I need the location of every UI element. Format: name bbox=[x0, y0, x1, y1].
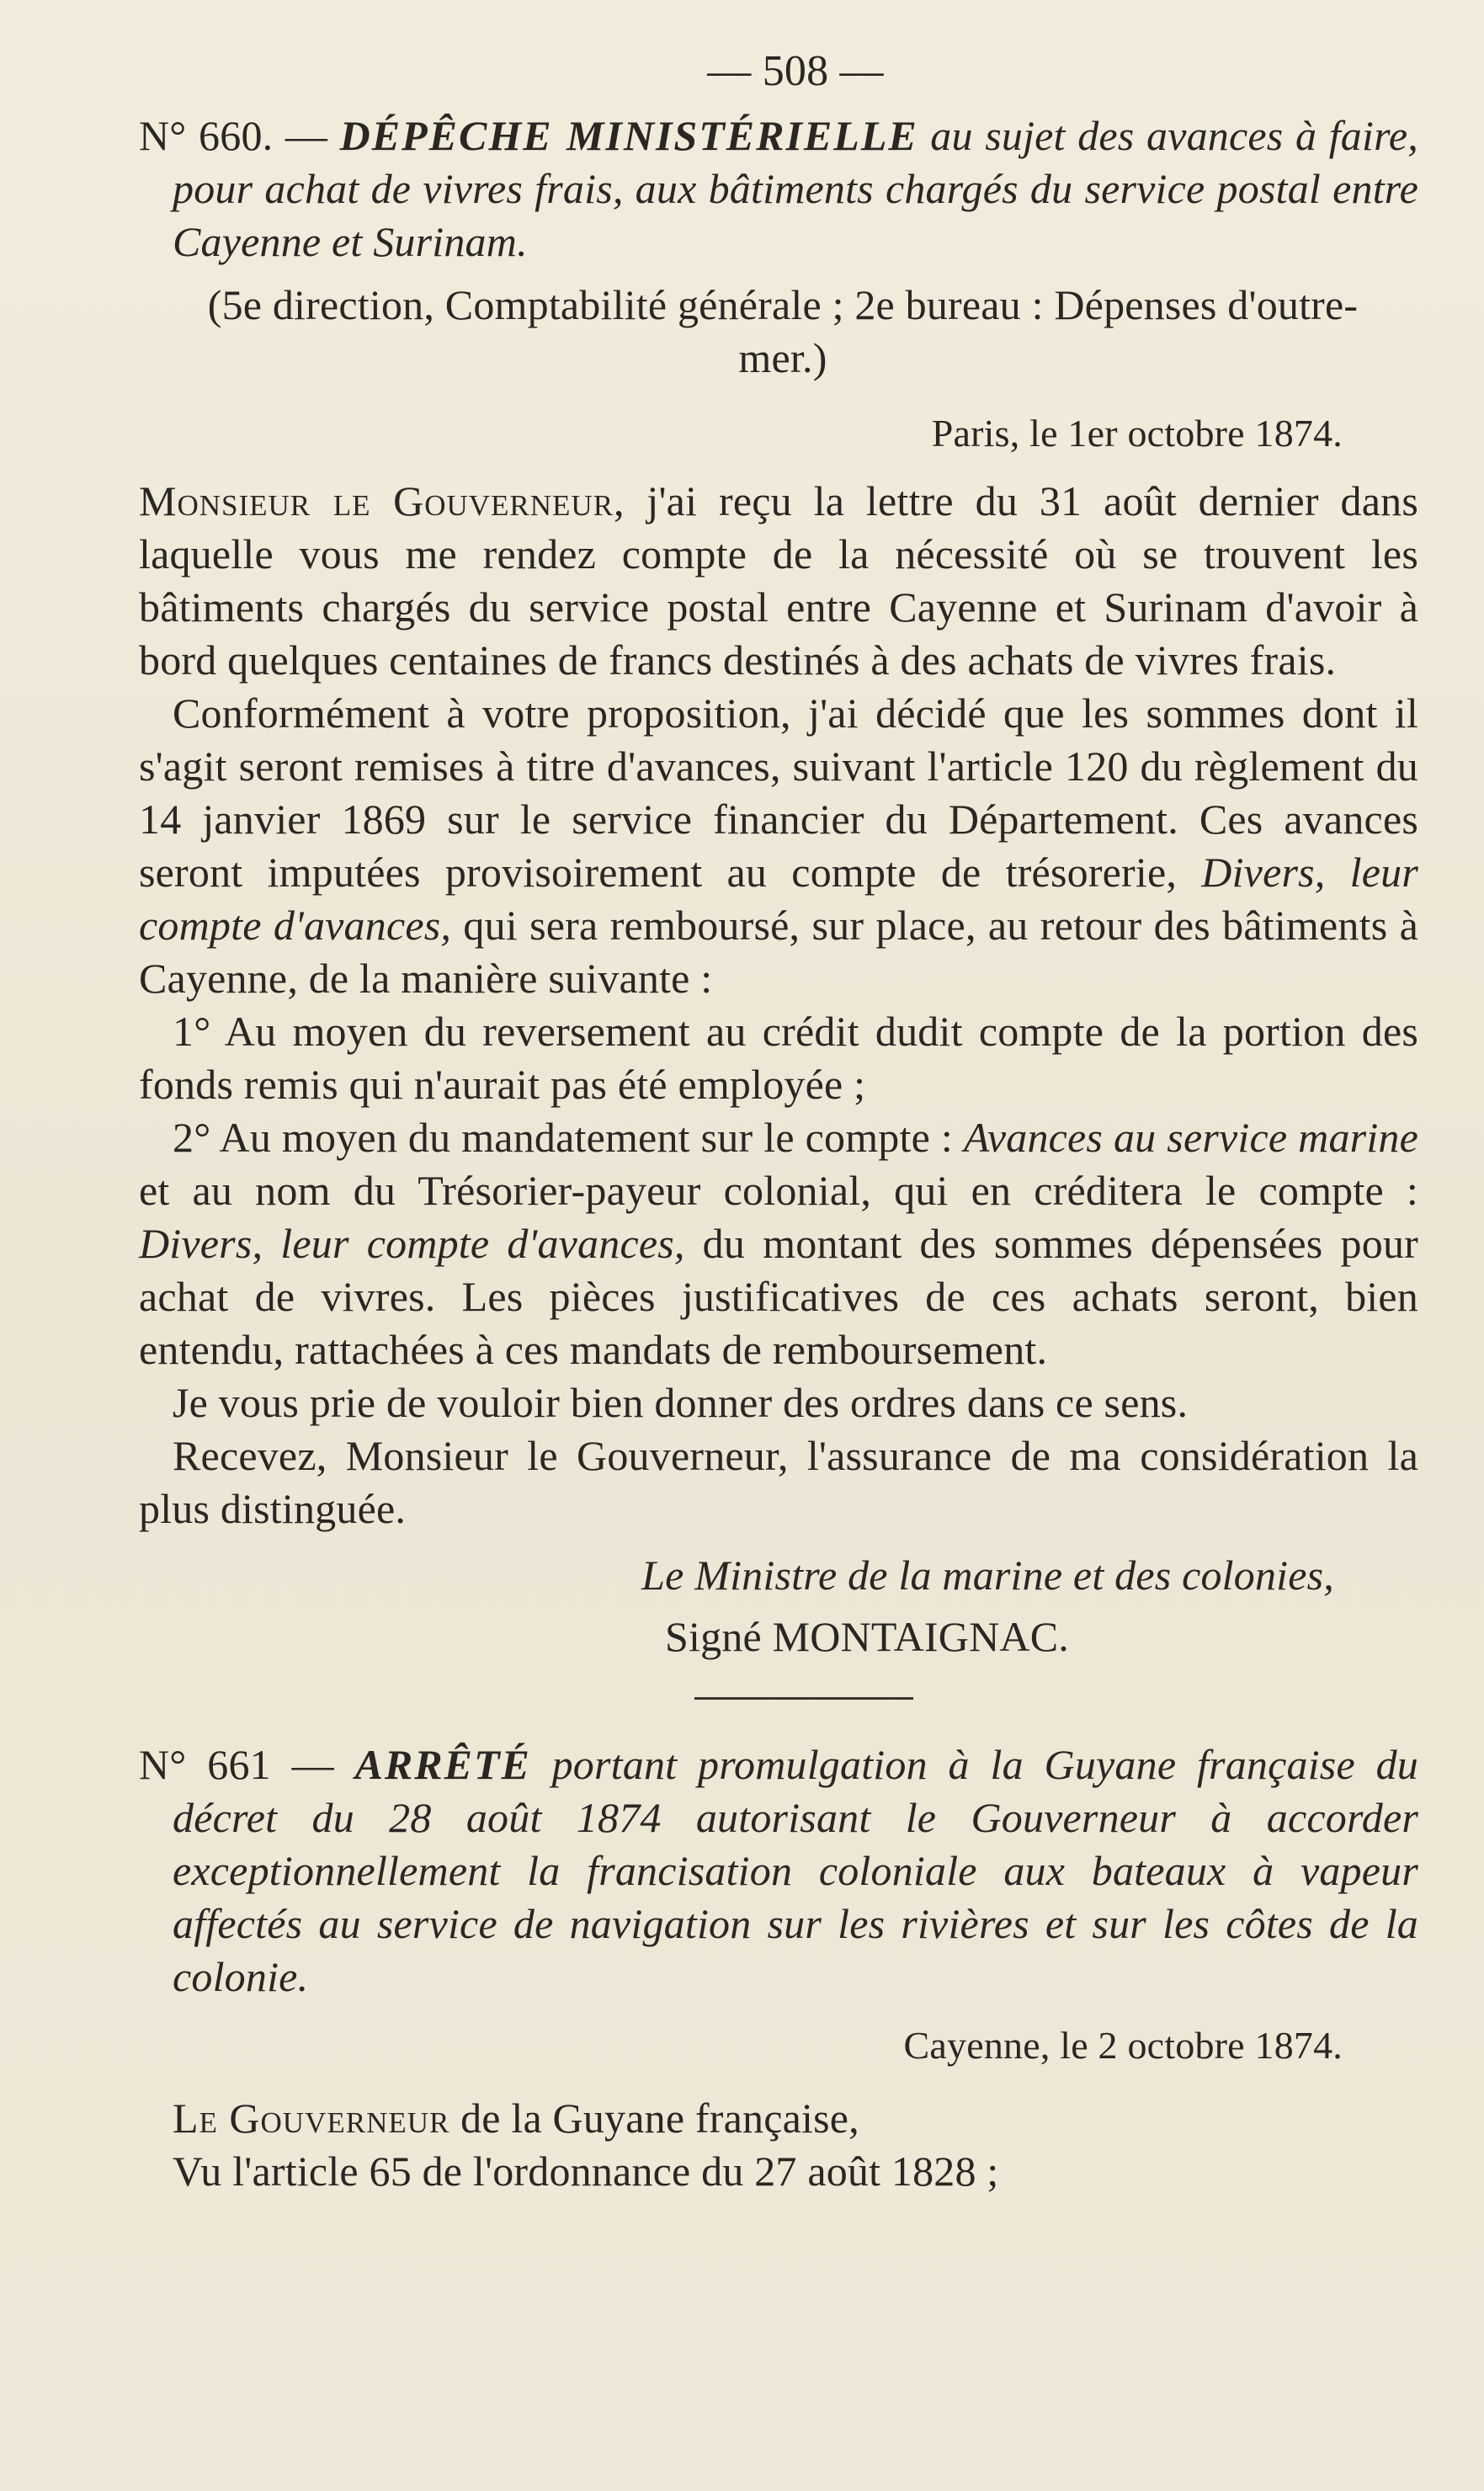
document-661-title: ARRÊTÉ bbox=[354, 1741, 531, 1788]
document-661-heading bbox=[139, 1738, 1418, 2004]
paragraph-2-text-b: qui sera remboursé, sur place, au retour des bâtiments à Cayenne, de la manière suivante : bbox=[139, 902, 1419, 1002]
document-661-subject: portant promulgation à la Guyane française du décret du 28 août 1874 autorisant le Gouverneur à accorder exceptionnellement la francisation coloniale aux bateaux à vapeur affectés au service de navigation sur les rivières et sur les côtes de la colonie. bbox=[173, 1741, 1418, 2000]
document-660-paragraph-4 bbox=[139, 1111, 1418, 1376]
document-660-paragraph-2 bbox=[139, 687, 1418, 1005]
salutation: Monsieur le Gouverneur, bbox=[139, 477, 625, 524]
paragraph-2-account-name: Divers, leur compte d'avances, bbox=[139, 849, 1418, 949]
document-660-paragraph-6: Recevez, Monsieur le Gouverneur, l'assurance de ma considération la plus distinguée. bbox=[139, 1432, 1418, 1532]
document-660-subject: au sujet des avances à faire, pour achat de vivres frais, aux bâtiments chargés du service postal entre Cayenne et Surinam. bbox=[173, 112, 1418, 265]
document-661-paragraph-2: Vu l'article 65 de l'ordonnance du 27 août 1828 ; bbox=[173, 2148, 999, 2195]
page-number: — 508 — bbox=[707, 47, 884, 95]
document-660-paragraph-3: 1° Au moyen du reversement au crédit dudit compte de la portion des fonds remis qui n'aurait pas été employée ; bbox=[139, 1008, 1418, 1108]
page-content bbox=[139, 42, 1418, 2198]
governor-title: Le Gouverneur bbox=[173, 2094, 450, 2142]
signature-name: Signé MONTAIGNAC. bbox=[665, 1613, 1069, 1660]
paragraph-4-account-2: Divers, leur compte d'avances, bbox=[139, 1220, 685, 1267]
document-660-heading bbox=[139, 109, 1418, 269]
document-661-number: N° 661 — bbox=[139, 1741, 334, 1788]
section-divider bbox=[694, 1697, 913, 1700]
document-660-place-date: Paris, le 1er octobre 1874. bbox=[931, 412, 1343, 455]
paragraph-4-text-b: et au nom du Trésorier-payeur colonial, qui en créditera le compte : bbox=[139, 1167, 1418, 1214]
signature-role: Le Ministre de la marine et des colonies, bbox=[641, 1552, 1334, 1599]
paragraph-4-text-c: du montant des sommes dépensées pour achat de vivres. Les pièces justificatives de ces achats seront, bien entendu, rattachées à ces mandats de remboursement. bbox=[139, 1220, 1418, 1373]
document-661-paragraph-1 bbox=[139, 2092, 1418, 2145]
paragraph-4-text-a: 2° Au moyen du mandatement sur le compte : bbox=[173, 1114, 953, 1161]
document-660-direction: (5e direction, Comptabilité générale ; 2e bureau : Dépenses d'outre-mer.) bbox=[207, 281, 1359, 381]
paragraph-4-account-1: Avances au service marine bbox=[963, 1114, 1419, 1161]
paragraph-1-text: j'ai reçu la lettre du 31 août dernier dans laquelle vous me rendez compte de la nécessité où se trouvent les bâtiments chargés du service postal entre Cayenne et Surinam d'avoir à bord quelques centaines de francs destinés à des achats de vivres frais. bbox=[139, 477, 1418, 684]
document-661-place-date: Cayenne, le 2 octobre 1874. bbox=[903, 2024, 1343, 2067]
paragraph-2-text-a: Conformément à votre proposition, j'ai décidé que les sommes dont il s'agit seront remises à titre d'avances, suivant l'article 120 du règlement du 14 janvier 1869 sur le service financier du Département. Ces avances seront imputées provisoirement au compte de trésorerie, bbox=[139, 689, 1418, 896]
document-661-paragraph-1-text: de la Guyane française, bbox=[460, 2094, 859, 2142]
document-660-paragraph-1 bbox=[139, 475, 1418, 687]
document-660-paragraph-5: Je vous prie de vouloir bien donner des ordres dans ce sens. bbox=[173, 1379, 1189, 1426]
document-660-title: DÉPÊCHE MINISTÉRIELLE bbox=[339, 112, 918, 159]
document-660-number: N° 660. — bbox=[139, 112, 328, 159]
